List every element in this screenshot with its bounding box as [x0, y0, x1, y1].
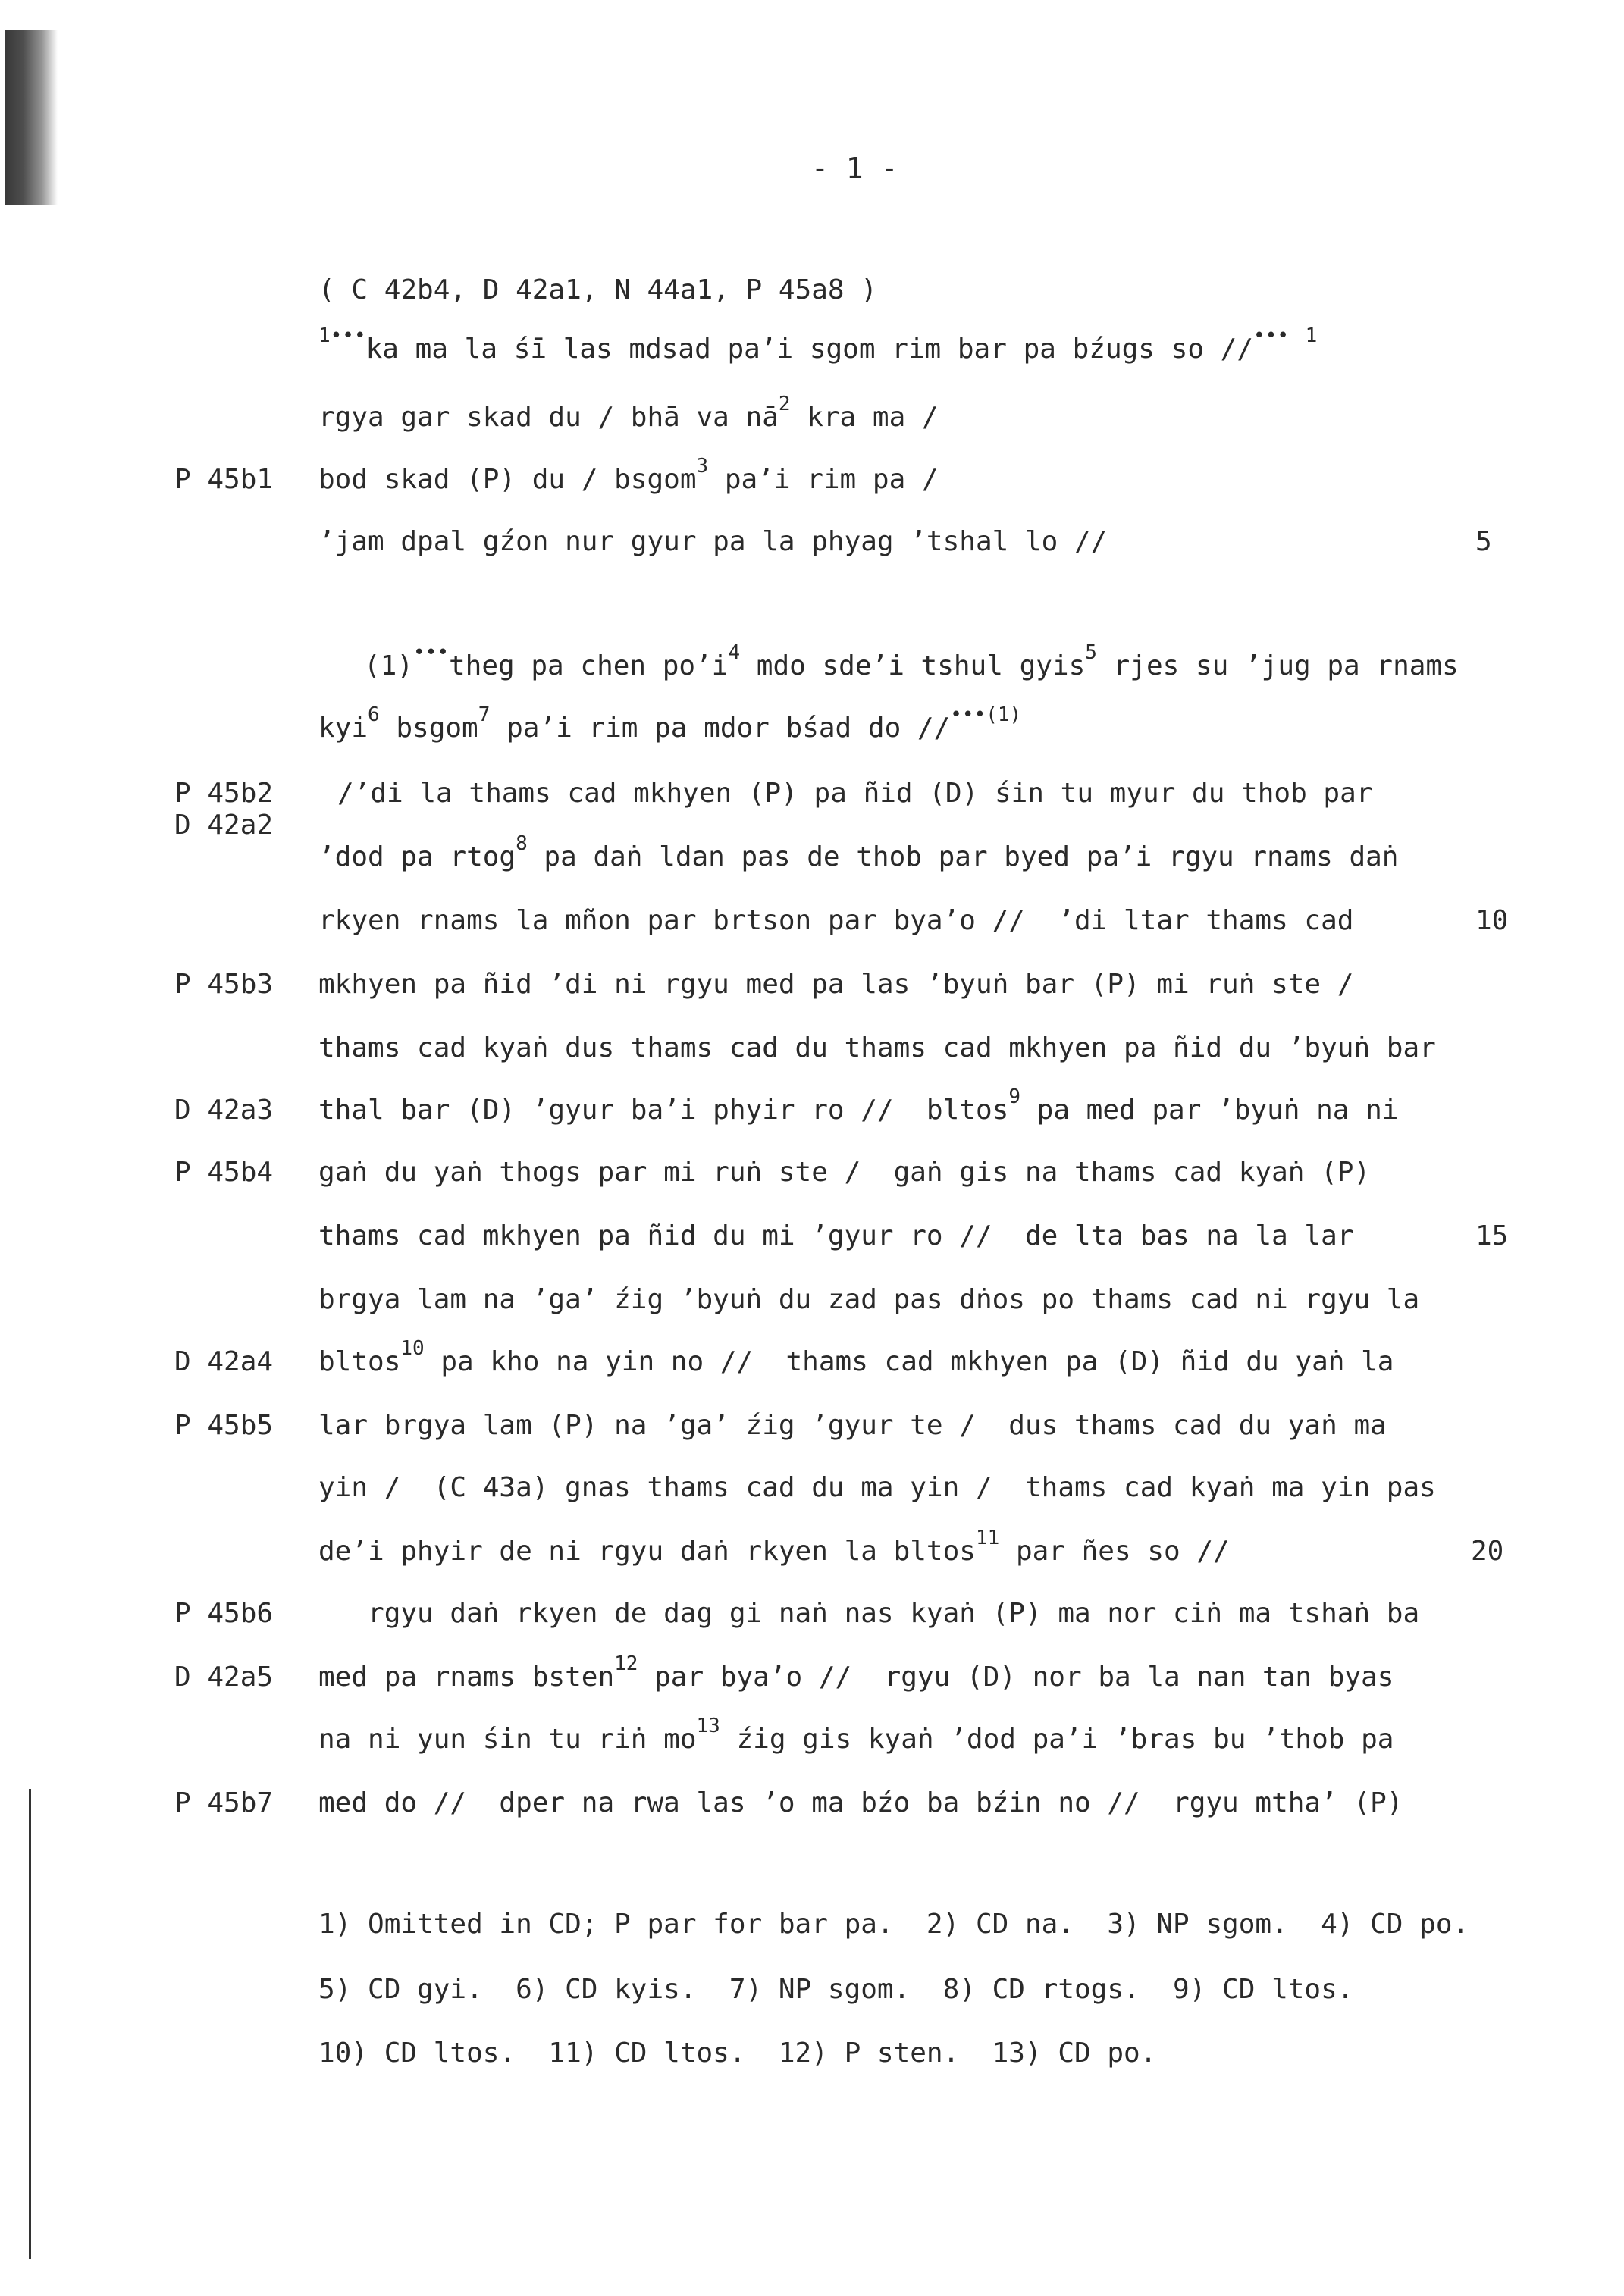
footnote-ref-12: 12 [614, 1652, 638, 1675]
text-line-14: thams cad mkhyen pa ñid du mi ’gyur ro // de lta bas na la lar [318, 1220, 1354, 1251]
text-span: pa’i rim pa / [708, 464, 939, 495]
footnote-ref-6: 6 [368, 703, 380, 726]
text-span: pa med par ’byuṅ na ni [1020, 1095, 1399, 1126]
text-line-11: thams cad kyaṅ dus thams cad du thams cad mkhyen pa ñid du ’byuṅ bar [318, 1032, 1436, 1063]
line-number-20: 20 [1471, 1536, 1504, 1567]
dots-marker: ••• [413, 641, 449, 664]
text-line-8 [318, 832, 1399, 872]
margin-ref-p45b1: P 45b1 [174, 464, 274, 495]
text-line-7: /’di la thams cad mkhyen (P) pa ñid (D) śin tu myur du thob par [337, 778, 1373, 809]
text-line-13: gaṅ du yaṅ thogs par mi ruṅ ste / gaṅ gis na thams cad kyaṅ (P) [318, 1157, 1371, 1188]
text-span: kyi [318, 713, 368, 744]
text-span: par bya’o // rgyu (D) nor ba la nan tan byas [638, 1662, 1394, 1693]
margin-ref-d42a5: D 42a5 [174, 1662, 274, 1693]
text-span: bod skad (P) du / bsgom [318, 464, 697, 495]
text-span: (1) [364, 650, 414, 681]
footnote-ref-3: 3 [696, 455, 709, 478]
margin-ref-d42a4: D 42a4 [174, 1346, 274, 1377]
text-line-19 [318, 1527, 1230, 1567]
margin-ref-d42a3: D 42a3 [174, 1095, 274, 1126]
footnote-ref-7: 7 [478, 703, 491, 726]
footnote-line-3: 10) CD ltos. 11) CD ltos. 12) P sten. 13) CD po. [318, 2038, 1157, 2069]
text-line-5 [364, 641, 1459, 681]
footnote-ref-11: 11 [975, 1527, 1000, 1549]
text-line-15: brgya lam na ’ga’ źig ’byuṅ du zad pas dṅos po thams cad ni rgyu la [318, 1284, 1420, 1315]
footnote-ref-10: 10 [400, 1337, 425, 1360]
page-number: - 1 - [811, 152, 898, 185]
title-line [318, 324, 1318, 365]
footnote-ref-2: 2 [778, 393, 791, 415]
text-line-3 [318, 455, 939, 495]
text-span: bsgom [379, 713, 478, 744]
text-line-12 [318, 1085, 1399, 1126]
text-line-18: yin / (C 43a) gnas thams cad du ma yin / thams cad kyaṅ ma yin pas [318, 1472, 1436, 1503]
margin-ref-p45b4: P 45b4 [174, 1157, 274, 1188]
footnote-ref-13: 13 [696, 1715, 720, 1737]
title-dots-end: ••• [1253, 324, 1289, 347]
text-line-6 [318, 703, 1022, 744]
margin-ref-p45b2: P 45b2 [174, 778, 274, 809]
text-line-9: rkyen rnams la mñon par brtson par bya’o // ’di ltar thams cad [318, 905, 1354, 936]
text-span: med pa rnams bsten [318, 1662, 615, 1693]
text-span: rgya gar skad du / bhā va nā [318, 402, 779, 433]
margin-ref-p45b3: P 45b3 [174, 969, 274, 1000]
text-line-4: ’jam dpal gźon nur gyur pa la phyag ’tshal lo // [318, 526, 1108, 557]
text-span: pa daṅ ldan pas de thob par byed pa’i rgyu rnams daṅ [527, 841, 1399, 872]
text-span: par ñes so // [999, 1536, 1230, 1567]
margin-ref-p45b6: P 45b6 [174, 1598, 274, 1629]
text-span: rjes su ’jug pa rnams [1096, 650, 1459, 681]
title-text: ka ma la śī las mdsad pa’i sgom rim bar pa bźugs so // [365, 334, 1254, 365]
line-number-10: 10 [1475, 905, 1509, 936]
line-number-15: 15 [1475, 1220, 1509, 1251]
text-span: ’dod pa rtog [318, 841, 516, 872]
dots-marker: •••(1) [950, 703, 1022, 726]
text-line-17: lar brgya lam (P) na ’ga’ źig ’gyur te / dus thams cad du yaṅ ma [318, 1410, 1387, 1441]
text-span: de’i phyir de ni rgyu daṅ rkyen la bltos [318, 1536, 976, 1567]
text-line-21 [318, 1652, 1394, 1693]
text-span: na ni yun śin tu riṅ mo [318, 1724, 697, 1755]
scan-edge-shadow [5, 30, 58, 205]
margin-ref-p45b5: P 45b5 [174, 1410, 274, 1441]
text-span: kra ma / [790, 402, 939, 433]
title-note: 1 [1305, 324, 1318, 347]
title-dots: ••• [330, 324, 366, 347]
title-marker: 1 [318, 324, 331, 347]
text-line-23: med do // dper na rwa las ’o ma bźo ba bźin no // rgyu mtha’ (P) [318, 1787, 1403, 1818]
text-line-16 [318, 1337, 1394, 1377]
footnote-ref-5: 5 [1085, 641, 1097, 664]
text-span: mdo sde’i tshul gyis [740, 650, 1086, 681]
text-line-20: rgyu daṅ rkyen de dag gi naṅ nas kyaṅ (P) ma nor ciṅ ma tshaṅ ba [318, 1598, 1420, 1629]
footnote-ref-4: 4 [728, 641, 741, 664]
footnote-ref-8: 8 [516, 832, 528, 855]
text-line-22 [318, 1715, 1394, 1755]
margin-ref-d42a2: D 42a2 [174, 810, 274, 841]
text-span: bltos [318, 1346, 401, 1377]
text-line-2 [318, 393, 939, 433]
scan-edge-line [29, 1789, 31, 2259]
text-span: źig gis kyaṅ ’dod pa’i ’bras bu ’thob pa [720, 1724, 1394, 1755]
text-span: thal bar (D) ’gyur ba’i phyir ro // bltos [318, 1095, 1009, 1126]
source-references: ( C 42b4, D 42a1, N 44a1, P 45a8 ) [318, 274, 877, 305]
margin-ref-p45b7: P 45b7 [174, 1787, 274, 1818]
footnote-line-1: 1) Omitted in CD; P par for bar pa. 2) CD na. 3) NP sgom. 4) CD po. [318, 1909, 1469, 1940]
footnote-ref-9: 9 [1008, 1085, 1020, 1108]
footnote-line-2: 5) CD gyi. 6) CD kyis. 7) NP sgom. 8) CD rtogs. 9) CD ltos. [318, 1974, 1354, 2005]
line-number-5: 5 [1475, 526, 1492, 557]
text-span: pa kho na yin no // thams cad mkhyen pa (D) ñid du yaṅ la [424, 1346, 1394, 1377]
text-line-10: mkhyen pa ñid ’di ni rgyu med pa las ’byuṅ bar (P) mi ruṅ ste / [318, 969, 1354, 1000]
text-span: pa’i rim pa mdor bśad do // [490, 713, 951, 744]
text-span: theg pa chen po’i [449, 650, 729, 681]
